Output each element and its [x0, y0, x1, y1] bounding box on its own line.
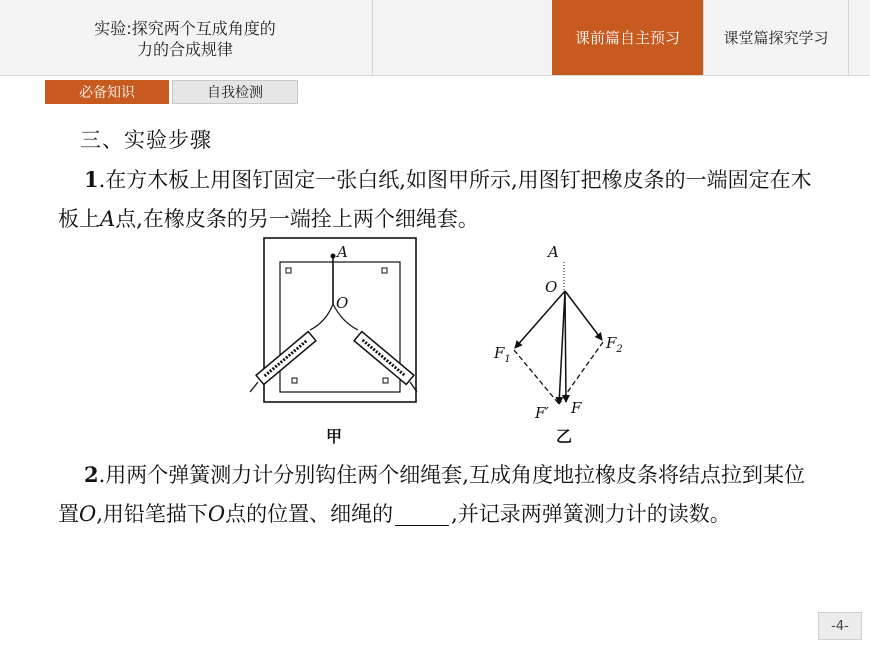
section-heading: 三、实验步骤 — [80, 128, 212, 152]
top-bar — [0, 0, 870, 76]
lesson-title — [40, 18, 330, 60]
label-o: O — [545, 278, 558, 296]
experiment-figure — [238, 232, 628, 450]
step-2-text-d: ,并记录两弹簧测力计的读数。 — [451, 502, 731, 526]
pin-icon — [292, 378, 297, 383]
label-o: O — [336, 294, 349, 312]
vector-f2 — [565, 291, 602, 340]
lesson-title-line2: 力的合成规律 — [136, 40, 233, 59]
label-f2: $F_2$ — [606, 334, 623, 355]
label-a: A — [548, 243, 559, 261]
spring-scale-left — [256, 332, 316, 385]
subtab-essential-knowledge[interactable]: 必备知识 — [45, 80, 169, 104]
vector-f-prime — [559, 291, 565, 404]
pin-icon — [382, 268, 387, 273]
label-a: A — [337, 243, 348, 261]
diagram-yi — [493, 243, 623, 446]
step-2-point-o: O — [79, 502, 97, 526]
step-1-text-a: .在方木板上用图钉固定一张白纸,如图甲所示,用图钉把橡皮条的一端固定在木板上 — [58, 168, 812, 231]
spring-scale-right — [354, 332, 414, 385]
step-2-number: 2 — [84, 462, 99, 487]
subtab-self-check[interactable]: 自我检测 — [172, 80, 298, 104]
step-1-text-b: 点,在橡皮条的另一端拴上两个细绳套。 — [115, 207, 479, 231]
step-2-text-a: .用两个弹簧测力计分别钩住两个细绳套,互成角度地拉橡皮条将结点拉到某位置 — [58, 463, 805, 526]
tab-preview[interactable]: 课前篇自主预习 — [552, 0, 703, 75]
step-2-text-c: 点的位置、细绳的 — [225, 502, 394, 526]
step-1-number: 1 — [84, 167, 99, 192]
tab-classroom[interactable]: 课堂篇探究学习 — [723, 29, 829, 47]
label-jia: 甲 — [326, 427, 343, 446]
answer-blank[interactable] — [395, 503, 449, 526]
step-1-paragraph — [58, 160, 818, 239]
label-f-prime: F′ — [535, 404, 549, 422]
label-f: F — [571, 399, 582, 417]
vector-f1 — [515, 291, 565, 348]
step-1-point-a: A — [100, 207, 116, 231]
step-2-text-b: ,用铅笔描下 — [96, 502, 208, 526]
label-f1: $F_1$ — [494, 344, 511, 365]
vector-f — [565, 291, 566, 402]
divider — [848, 0, 849, 75]
board-outer — [264, 238, 416, 402]
page-number: -4- — [818, 612, 862, 640]
lesson-title-line1: 实验:探究两个互成角度的 — [94, 19, 276, 38]
parallelogram-edge — [514, 350, 559, 404]
pin-icon — [286, 268, 291, 273]
label-yi: 乙 — [556, 427, 573, 446]
pin-icon — [383, 378, 388, 383]
paper-sheet — [280, 262, 400, 392]
step-2-paragraph — [58, 455, 818, 534]
step-2-point-o: O — [207, 502, 226, 526]
diagram-jia — [250, 238, 417, 446]
divider — [372, 0, 373, 75]
string-loop-left — [310, 304, 333, 330]
